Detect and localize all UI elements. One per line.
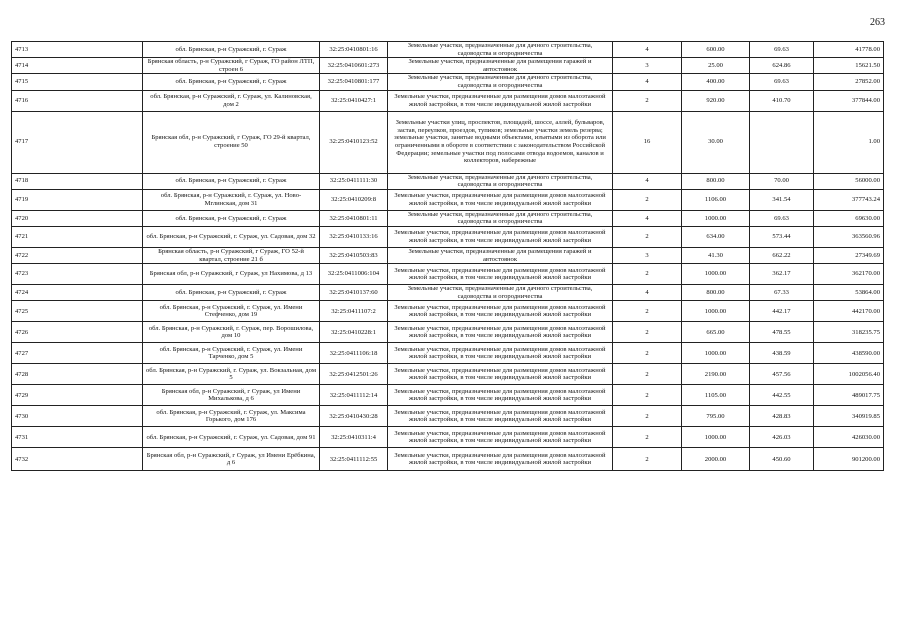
- use-group-code-cell: 16: [613, 111, 682, 173]
- address-cell: Брянская обл, р-н Суражский, г Сураж, ул Имени Ерёбкина, д 6: [143, 448, 320, 471]
- address-cell: обл. Брянская, р-н Суражский, г. Сураж, ул. Ново-Мглинская, дом 31: [143, 189, 320, 210]
- specific-value-cell: 67.33: [750, 285, 814, 301]
- address-cell: обл. Брянская, р-н Суражский, г. Сураж, ул. Садовая, дом 91: [143, 427, 320, 448]
- cadastral-value-cell: 377743.24: [814, 189, 884, 210]
- area-cell: 30.00: [682, 111, 750, 173]
- land-use-cell: Земельные участки, предназначенные для дачного строительства, садоводства и огородничества: [388, 74, 613, 90]
- row-number: 4731: [12, 427, 143, 448]
- specific-value-cell: 428.83: [750, 406, 814, 427]
- page-number: 263: [870, 17, 885, 28]
- table-row: [12, 385, 884, 406]
- use-group-code-cell: 2: [613, 343, 682, 364]
- table-row: [12, 74, 884, 90]
- row-number: 4725: [12, 301, 143, 322]
- area-cell: 1000.00: [682, 210, 750, 226]
- address-cell: обл. Брянская, р-н Суражский, г. Сураж: [143, 285, 320, 301]
- table-row: [12, 343, 884, 364]
- table-row: [12, 322, 884, 343]
- land-use-cell: Земельные участки, предназначенные для размещения домов малоэтажной жилой застройки, в том числе индивидуальной жилой застройки: [388, 189, 613, 210]
- cadastral-number-cell: 32:25:0411112:14: [320, 385, 388, 406]
- land-use-cell: Земельные участки, предназначенные для размещения домов малоэтажной жилой застройки, в том числе индивидуальной жилой застройки: [388, 427, 613, 448]
- specific-value-cell: 624.86: [750, 58, 814, 74]
- land-use-cell: Земельные участки, предназначенные для размещения домов малоэтажной жилой застройки, в том числе индивидуальной жилой застройки: [388, 343, 613, 364]
- cadastral-number-cell: 32:25:0410228:1: [320, 322, 388, 343]
- cadastral-value-cell: 27349.69: [814, 247, 884, 263]
- area-cell: 795.00: [682, 406, 750, 427]
- use-group-code-cell: 3: [613, 58, 682, 74]
- area-cell: 1106.00: [682, 189, 750, 210]
- land-use-cell: Земельные участки, предназначенные для размещения домов малоэтажной жилой застройки, в том числе индивидуальной жилой застройки: [388, 448, 613, 471]
- row-number: 4726: [12, 322, 143, 343]
- area-cell: 2190.00: [682, 364, 750, 385]
- cadastral-number-cell: 32:25:0411006:104: [320, 264, 388, 285]
- cadastral-number-cell: 32:25:0412501:26: [320, 364, 388, 385]
- table-row: [12, 226, 884, 247]
- area-cell: 665.00: [682, 322, 750, 343]
- row-number: 4724: [12, 285, 143, 301]
- specific-value-cell: 426.03: [750, 427, 814, 448]
- cadastral-value-cell: 442170.00: [814, 301, 884, 322]
- land-use-cell: Земельные участки, предназначенные для размещения гаражей и автостоянок: [388, 247, 613, 263]
- use-group-code-cell: 2: [613, 427, 682, 448]
- land-use-cell: Земельные участки, предназначенные для дачного строительства, садоводства и огородничества: [388, 173, 613, 189]
- cadastral-number-cell: 32:25:0411107:2: [320, 301, 388, 322]
- use-group-code-cell: 2: [613, 226, 682, 247]
- cadastral-value-cell: 489017.75: [814, 385, 884, 406]
- land-use-cell: Земельные участки, предназначенные для размещения домов малоэтажной жилой застройки, в том числе индивидуальной жилой застройки: [388, 301, 613, 322]
- cadastral-number-cell: 32:25:0410801:11: [320, 210, 388, 226]
- table-row: [12, 42, 884, 58]
- specific-value-cell: 69.63: [750, 74, 814, 90]
- cadastral-value-cell: 1.00: [814, 111, 884, 173]
- row-number: 4727: [12, 343, 143, 364]
- specific-value-cell: 69.63: [750, 210, 814, 226]
- address-cell: Брянская область, р-н Суражский, г Сураж, ГО 52-й квартал, строение 21 б: [143, 247, 320, 263]
- area-cell: 2000.00: [682, 448, 750, 471]
- use-group-code-cell: 4: [613, 42, 682, 58]
- area-cell: 1000.00: [682, 301, 750, 322]
- specific-value-cell: 70.00: [750, 173, 814, 189]
- use-group-code-cell: 4: [613, 74, 682, 90]
- row-number: 4720: [12, 210, 143, 226]
- use-group-code-cell: 2: [613, 264, 682, 285]
- cadastral-number-cell: 32:25:0410801:16: [320, 42, 388, 58]
- use-group-code-cell: 2: [613, 385, 682, 406]
- cadastral-number-cell: 32:25:0410137:60: [320, 285, 388, 301]
- address-cell: обл. Брянская, р-н Суражский, г. Сураж: [143, 74, 320, 90]
- specific-value-cell: 410.70: [750, 90, 814, 111]
- address-cell: обл. Брянская, р-н Суражский, г. Сураж: [143, 173, 320, 189]
- specific-value-cell: 457.56: [750, 364, 814, 385]
- land-use-cell: Земельные участки, предназначенные для размещения домов малоэтажной жилой застройки, в том числе индивидуальной жилой застройки: [388, 406, 613, 427]
- specific-value-cell: 362.17: [750, 264, 814, 285]
- land-use-cell: Земельные участки, предназначенные для размещения домов малоэтажной жилой застройки, в том числе индивидуальной жилой застройки: [388, 226, 613, 247]
- address-cell: обл. Брянская, р-н Суражский, г. Сураж: [143, 210, 320, 226]
- use-group-code-cell: 2: [613, 301, 682, 322]
- land-use-cell: Земельные участки, предназначенные для размещения домов малоэтажной жилой застройки, в том числе индивидуальной жилой застройки: [388, 322, 613, 343]
- row-number: 4723: [12, 264, 143, 285]
- cadastral-number-cell: 32:25:0410503:83: [320, 247, 388, 263]
- table-row: [12, 285, 884, 301]
- table-row: [12, 427, 884, 448]
- address-cell: Брянская обл, р-н Суражский, г Сураж, ГО 29-й квартал, строение 50: [143, 111, 320, 173]
- row-number: 4717: [12, 111, 143, 173]
- land-use-cell: Земельные участки, предназначенные для размещения домов малоэтажной жилой застройки, в том числе индивидуальной жилой застройки: [388, 385, 613, 406]
- address-cell: обл. Брянская, р-н Суражский, г. Сураж, ул. Вокзальная, дом 5: [143, 364, 320, 385]
- use-group-code-cell: 2: [613, 364, 682, 385]
- table-row: [12, 173, 884, 189]
- table-row: [12, 90, 884, 111]
- land-use-cell: Земельные участки, предназначенные для размещения домов малоэтажной жилой застройки, в том числе индивидуальной жилой застройки: [388, 90, 613, 111]
- specific-value-cell: 69.63: [750, 42, 814, 58]
- address-cell: Брянская обл, р-н Суражский, г Сураж, ул Имени Михалькова, д 6: [143, 385, 320, 406]
- cadastral-value-cell: 901200.00: [814, 448, 884, 471]
- address-cell: обл. Брянская, р-н Суражский, г. Сураж, ул. Имени Стефченко, дом 19: [143, 301, 320, 322]
- use-group-code-cell: 4: [613, 285, 682, 301]
- row-number: 4721: [12, 226, 143, 247]
- area-cell: 800.00: [682, 285, 750, 301]
- cadastral-value-cell: 41778.00: [814, 42, 884, 58]
- land-use-cell: Земельные участки, предназначенные для дачного строительства, садоводства и огородничества: [388, 210, 613, 226]
- specific-value-cell: 438.59: [750, 343, 814, 364]
- land-use-cell: Земельные участки, предназначенные для размещения домов малоэтажной жилой застройки, в том числе индивидуальной жилой застройки: [388, 364, 613, 385]
- row-number: 4715: [12, 74, 143, 90]
- row-number: 4719: [12, 189, 143, 210]
- cadastral-number-cell: 32:25:0410123:52: [320, 111, 388, 173]
- specific-value-cell: 662.22: [750, 247, 814, 263]
- area-cell: 600.00: [682, 42, 750, 58]
- cadastral-value-cell: 438590.00: [814, 343, 884, 364]
- specific-value-cell: 573.44: [750, 226, 814, 247]
- use-group-code-cell: 4: [613, 173, 682, 189]
- address-cell: Брянская обл, р-н Суражский, г Сураж, ул Нахимова, д 13: [143, 264, 320, 285]
- address-cell: обл. Брянская, р-н Суражский, г. Сураж, пер. Ворошилова, дом 10: [143, 322, 320, 343]
- row-number: 4718: [12, 173, 143, 189]
- use-group-code-cell: 4: [613, 210, 682, 226]
- specific-value-cell: 450.60: [750, 448, 814, 471]
- cadastral-number-cell: 32:25:0410601:273: [320, 58, 388, 74]
- cadastral-number-cell: 32:25:0410133:16: [320, 226, 388, 247]
- specific-value-cell: 341.54: [750, 189, 814, 210]
- cadastral-value-cell: 362170.00: [814, 264, 884, 285]
- specific-value-cell: [750, 111, 814, 173]
- land-valuation-table: [11, 41, 884, 471]
- cadastral-number-cell: 32:25:0410430:28: [320, 406, 388, 427]
- use-group-code-cell: 2: [613, 90, 682, 111]
- cadastral-value-cell: 426030.00: [814, 427, 884, 448]
- specific-value-cell: 442.55: [750, 385, 814, 406]
- cadastral-number-cell: 32:25:0411112:55: [320, 448, 388, 471]
- row-number: 4713: [12, 42, 143, 58]
- specific-value-cell: 478.55: [750, 322, 814, 343]
- cadastral-value-cell: 377844.00: [814, 90, 884, 111]
- cadastral-number-cell: 32:25:0410427:1: [320, 90, 388, 111]
- specific-value-cell: 442.17: [750, 301, 814, 322]
- table-row: [12, 448, 884, 471]
- use-group-code-cell: 3: [613, 247, 682, 263]
- table-row: [12, 406, 884, 427]
- table-row: [12, 264, 884, 285]
- cadastral-number-cell: 32:25:0411106:18: [320, 343, 388, 364]
- land-use-cell: Земельные участки, предназначенные для дачного строительства, садоводства и огородничества: [388, 42, 613, 58]
- table-row: [12, 364, 884, 385]
- cadastral-value-cell: 15621.50: [814, 58, 884, 74]
- address-cell: обл. Брянская, р-н Суражский, г. Сураж, ул. Максима Горького, дом 176: [143, 406, 320, 427]
- row-number: 4714: [12, 58, 143, 74]
- land-use-cell: Земельные участки, предназначенные для дачного строительства, садоводства и огородничества: [388, 285, 613, 301]
- cadastral-number-cell: 32:25:0410209:8: [320, 189, 388, 210]
- row-number: 4732: [12, 448, 143, 471]
- address-cell: Брянская область, р-н Суражский, г Сураж, ГО район ЛТП, строен 6: [143, 58, 320, 74]
- table-row: [12, 247, 884, 263]
- cadastral-number-cell: 32:25:0410801:177: [320, 74, 388, 90]
- land-use-cell: Земельные участки, предназначенные для размещения домов малоэтажной жилой застройки, в том числе индивидуальной жилой застройки: [388, 264, 613, 285]
- cadastral-value-cell: 340919.85: [814, 406, 884, 427]
- address-cell: обл. Брянская, р-н Суражский, г. Сураж: [143, 42, 320, 58]
- table-row: [12, 189, 884, 210]
- land-use-cell: Земельные участки улиц, проспектов, площадей, шоссе, аллей, бульваров, застав, переулков, проездов, тупиков; земельные участки земель резерва; земельные участки, занятые водными объектами, изъятыми из оборота или ограниченными в обороте в соответствии с законодательством Российской Федерации; земельные участки под полосами отвода водоемов, каналов и коллекторов, набережные: [388, 111, 613, 173]
- area-cell: 1000.00: [682, 343, 750, 364]
- use-group-code-cell: 2: [613, 448, 682, 471]
- cadastral-value-cell: 27852.00: [814, 74, 884, 90]
- area-cell: 634.00: [682, 226, 750, 247]
- cadastral-number-cell: 32:25:0411111:30: [320, 173, 388, 189]
- row-number: 4728: [12, 364, 143, 385]
- cadastral-value-cell: 1002056.40: [814, 364, 884, 385]
- use-group-code-cell: 2: [613, 189, 682, 210]
- area-cell: 1105.00: [682, 385, 750, 406]
- cadastral-value-cell: 363560.96: [814, 226, 884, 247]
- address-cell: обл. Брянская, р-н Суражский, г. Сураж, ул. Имени Тарченко, дом 5: [143, 343, 320, 364]
- use-group-code-cell: 2: [613, 322, 682, 343]
- area-cell: 920.00: [682, 90, 750, 111]
- cadastral-value-cell: 69630.00: [814, 210, 884, 226]
- address-cell: обл. Брянская, р-н Суражский, г. Сураж, ул. Калиновская, дом 2: [143, 90, 320, 111]
- table-row: [12, 301, 884, 322]
- row-number: 4730: [12, 406, 143, 427]
- row-number: 4722: [12, 247, 143, 263]
- table-row: [12, 111, 884, 173]
- area-cell: 25.00: [682, 58, 750, 74]
- cadastral-value-cell: 318235.75: [814, 322, 884, 343]
- area-cell: 400.00: [682, 74, 750, 90]
- area-cell: 800.00: [682, 173, 750, 189]
- use-group-code-cell: 2: [613, 406, 682, 427]
- table-row: [12, 58, 884, 74]
- area-cell: 41.30: [682, 247, 750, 263]
- area-cell: 1000.00: [682, 427, 750, 448]
- area-cell: 1000.00: [682, 264, 750, 285]
- address-cell: обл. Брянская, р-н Суражский, г. Сураж, ул. Садовая, дом 32: [143, 226, 320, 247]
- table-row: [12, 210, 884, 226]
- land-use-cell: Земельные участки, предназначенные для размещения гаражей и автостоянок: [388, 58, 613, 74]
- row-number: 4729: [12, 385, 143, 406]
- cadastral-number-cell: 32:25:0410311:4: [320, 427, 388, 448]
- cadastral-value-cell: 56000.00: [814, 173, 884, 189]
- row-number: 4716: [12, 90, 143, 111]
- cadastral-value-cell: 53864.00: [814, 285, 884, 301]
